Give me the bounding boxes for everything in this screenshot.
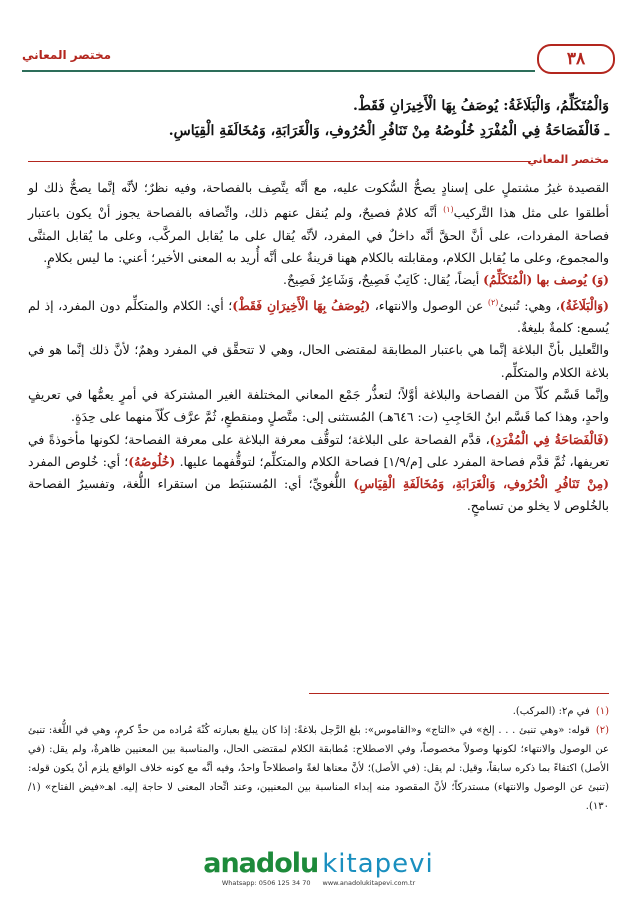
commentary-text (28, 177, 609, 518)
footnotes (28, 702, 609, 816)
paragraph: وإنَّما قَسَّم كلّاً من الفصاحة والبلاغة أوَّلاً؛ لتعذُّر جَمْع المعاني المختلفة الغير المشتركة في أمرٍ يعمُّها في تعريفٍ واحدٍ، وهذا كما قَسَّم ابنُ الحَاجِبِ (ت: ٦٤٦هـ) المُستثنى إلى: متَّصلٍ ومنقطعٍ، ثُمَّ عرَّف كلّاً منهما على حِدَةٍ. (28, 386, 609, 425)
footnote: (٢)قوله: «وهي تنبئ . . . إلخ» في «التاج» و«القاموس»: بلغ الرَّجل بلاغةً: إذا كان يبلغ بعبارته كُنْهَ مُراده من حدِّ كرمٍ، وهي في اللُّغة: تنبئ عن الوصول والانتهاء؛ لكونها وصولاً مخصوصاً، وفي الاصطلاح: مُطابقة الكلام لمقتضى الحال، والمناسبة بين المعنيين ظاهرةٌ، ولم يقل: (في الأصل) اكتفاءً بما ذكره سابقاً، وقيل: لم يقل: (في الأصل)؛ لأنَّ معناها لغةً واصطلاحاً واحدٌ، وفيه أنَّه مع كونه خلاف الواقع يلزم أنْ يكون قوله: (تنبئ عن الوصول والانتهاء) مستدركاً؛ لأنَّ المقصود منه إبداء المناسبة بين المعنيين، وعند اتِّحاد المعنى لا حاجة إليه. اهـ«فيض الفتاح» (١/ ١٣٠). (28, 725, 609, 812)
publisher-contact: Whatsapp: 0506 125 34 70 www.anadolukitapevi.com.tr (221, 879, 416, 887)
footnote-ref[interactable]: (٢) (487, 297, 499, 307)
matn-text (28, 94, 609, 144)
header-rule (22, 70, 535, 72)
sharh-divider (28, 153, 609, 171)
publisher-logo: anadolu kitapevi (203, 848, 434, 879)
paragraph: القصيدة غيرُ مشتملٍ على إسنادٍ يصحُّ السُّكوت عليه، مع أنَّه يتَّصِف بالفصاحة، وفيه نظرٌ؛ لأنَّه إنَّما يصحُّ ذلك لو أطلقوا على مثل هذا التَّركيب$^{(١)}$ أنَّه كلامٌ فصيحٌ، ولم يُنقل عنهم ذلك، واتِّصافه بالفصاحة يجوز أنْ يكون باعتبار فصاحة المفردات، على أنَّ الحقَّ أنَّه داخلٌ في المفرد، لأنَّه يُقال على ما يُقابل المركَّب، وعلى ما يُقابل المثنَّى والمجموع، وعلى ما يُقابل الكلام، ومقابلته بالكلام ههنا قرينةٌ على أنَّه أُريد به المعنى الأخير؛ أعني: ما ليس بكلامٍ. (28, 180, 609, 266)
matn-line: ـ فَالْفَصَاحَةُ فِي الْمُفْرَدِ خُلُوصُهُ مِنْ تَنَافُرِ الْحُرُوفِ، وَالْغَرَابَةِ، وَمُخَالَفَةِ الْقِيَاسِ. (168, 123, 609, 139)
paragraph: والتَّعليل بأنَّ البلاغة إنَّما هي باعتبار المطابقة لمقتضى الحال، وهي لا تتحقَّق في المفرد وهمٌ؛ لأنَّ ذلك إنَّما هو في بلاغة الكلام والمتكلِّم. (28, 342, 609, 380)
sharh-label: مختصر المعاني (527, 153, 609, 166)
publisher-watermark (0, 848, 637, 898)
page-number: ٣٨ (537, 44, 615, 74)
paragraph: (فَالْفَصَاحَةُ فِي الْمُفْرَدِ)، قدَّم الفصاحة على البلاغة؛ لتوقُّف معرفة البلاغة على معرفة الفصاحة؛ لكونها مأخوذةً في تعريفها، ثُمَّ قدَّم فصاحة المفرد على [م/١/٩] فصاحة الكلام والمتكلِّم؛ لتوقُّفهما عليها. (خُلُوصُهُ)؛ أي: خُلوص المفرد (مِنْ تَنَافُرِ الْحُرُوفِ، وَالْغَرَابَةِ، وَمُخَالَفَةِ الْقِيَاسِ) اللُّغويِّ؛ أي: المُستنبَط من استقراء اللُّغة، وتفسيرُ الفصاحة بالخُلوص لا يخلو من تسامحٍ. (28, 431, 610, 514)
paragraph: (وَالْبَلَاغَةُ)، وهي: تُنبئ$^{(٢)}$ عن الوصول والانتهاء، (يُوصَفُ بِهَا الْأَخِيرَانِ فَقَطْ)؛ أي: الكلام والمتكلِّم دون المفرد، إذ لم يُسمع: كلمةٌ بليغةٌ. (28, 297, 609, 336)
running-title: مختصر المعاني (22, 48, 112, 62)
paragraph: (وَ) يُوصف بها (الْمُتَكَلِّمُ) أيضاً، يُقال: كَاتِبٌ فَصِيحٌ، وَشَاعِرٌ فَصِيحٌ. (283, 272, 609, 288)
matn-line: وَالْمُتَكَلِّمُ، وَالْبَلَاغَةُ: يُوصَفُ بِهَا الْأَخِيرَانِ فَقَطْ. (352, 98, 609, 114)
sharh-rule (28, 161, 531, 162)
footnote-ref[interactable]: (١) (443, 205, 454, 215)
footnote: (١)في م٢: (المركب). (512, 706, 609, 717)
page-header (22, 44, 615, 74)
footnote-rule (309, 693, 609, 694)
